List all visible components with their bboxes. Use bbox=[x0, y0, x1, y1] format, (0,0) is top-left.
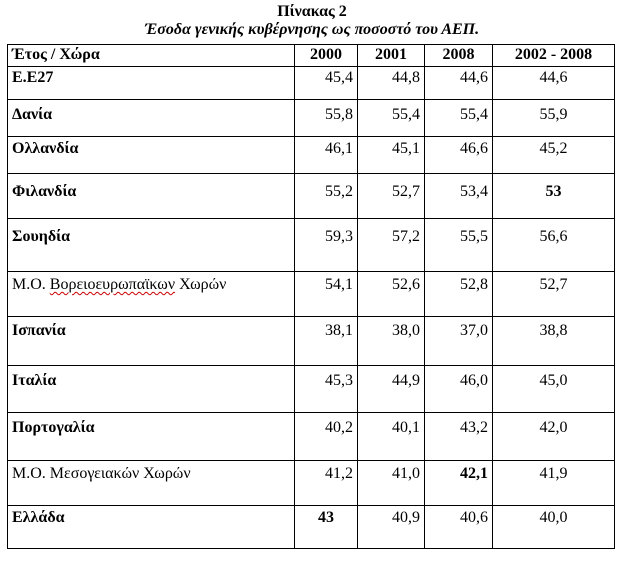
cell-2008: 43,2 bbox=[425, 413, 493, 461]
header-2002-2008: 2002 - 2008 bbox=[493, 45, 615, 67]
table-row bbox=[8, 219, 615, 272]
header-2008: 2008 bbox=[425, 45, 493, 67]
cell-2001: 41,0 bbox=[358, 461, 425, 506]
cell-2008: 42,1 bbox=[425, 461, 493, 506]
row-label-prefix: Μ.Ο. bbox=[12, 276, 46, 293]
table-row bbox=[8, 100, 615, 137]
table-row bbox=[8, 506, 615, 549]
cell-2000: 55,2 bbox=[295, 174, 358, 219]
header-year-country: Έτος / Χώρα bbox=[8, 45, 295, 67]
cell-2008: 55,5 bbox=[425, 219, 493, 272]
row-label-suffix: Χωρών bbox=[179, 276, 227, 293]
row-label: Ολλανδία bbox=[8, 137, 295, 174]
row-label: Ιταλία bbox=[8, 366, 295, 413]
cell-2001: 55,4 bbox=[358, 100, 425, 137]
row-label: Ελλάδα bbox=[8, 506, 295, 549]
cell-2001: 45,1 bbox=[358, 137, 425, 174]
cell-2001: 44,9 bbox=[358, 366, 425, 413]
cell-2000: 45,4 bbox=[295, 67, 358, 100]
cell-2001: 52,7 bbox=[358, 174, 425, 219]
cell-2000: 59,3 bbox=[295, 219, 358, 272]
cell-2000: 55,8 bbox=[295, 100, 358, 137]
table-row bbox=[8, 137, 615, 174]
table-row bbox=[8, 413, 615, 461]
cell-2008: 37,0 bbox=[425, 317, 493, 366]
table-subtitle: Έσοδα γενικής κυβέρνησης ως ποσοστό του ΑΕΠ. bbox=[144, 21, 480, 38]
row-label: Πορτογαλία bbox=[8, 413, 295, 461]
cell-2002-2008: 42,0 bbox=[493, 413, 615, 461]
row-label-spellcheck-word: Βορειοευρωπαϊκων bbox=[49, 276, 176, 293]
table-row bbox=[8, 272, 615, 317]
cell-2008: 52,8 bbox=[425, 272, 493, 317]
cell-2002-2008: 41,9 bbox=[493, 461, 615, 506]
cell-2002-2008: 44,6 bbox=[493, 67, 615, 100]
header-2000: 2000 bbox=[295, 45, 358, 67]
table-title: Πίνακας 2 bbox=[277, 3, 347, 20]
cell-2008: 40,6 bbox=[425, 506, 493, 549]
cell-2008: 44,6 bbox=[425, 67, 493, 100]
cell-2002-2008: 55,9 bbox=[493, 100, 615, 137]
row-label: Φιλανδία bbox=[8, 174, 295, 219]
cell-2000: 45,3 bbox=[295, 366, 358, 413]
table-row bbox=[8, 461, 615, 506]
cell-2000: 38,1 bbox=[295, 317, 358, 366]
revenue-table bbox=[7, 44, 615, 549]
table-row bbox=[8, 174, 615, 219]
cell-2001: 44,8 bbox=[358, 67, 425, 100]
cell-2002-2008: 53 bbox=[493, 174, 615, 219]
header-2001: 2001 bbox=[358, 45, 425, 67]
cell-2000: 40,2 bbox=[295, 413, 358, 461]
cell-2002-2008: 56,6 bbox=[493, 219, 615, 272]
row-label: Μ.Ο. Μεσογειακών Χωρών bbox=[8, 461, 295, 506]
cell-2000: 54,1 bbox=[295, 272, 358, 317]
row-label: Δανία bbox=[8, 100, 295, 137]
cell-2000: 46,1 bbox=[295, 137, 358, 174]
cell-2002-2008: 52,7 bbox=[493, 272, 615, 317]
cell-2001: 38,0 bbox=[358, 317, 425, 366]
table-header-row bbox=[8, 45, 615, 67]
row-label: Σουηδία bbox=[8, 219, 295, 272]
cell-2002-2008: 38,8 bbox=[493, 317, 615, 366]
row-label: Ε.Ε27 bbox=[8, 67, 295, 100]
cell-2001: 40,9 bbox=[358, 506, 425, 549]
table-row bbox=[8, 317, 615, 366]
row-label bbox=[8, 272, 295, 317]
cell-2001: 57,2 bbox=[358, 219, 425, 272]
cell-2002-2008: 40,0 bbox=[493, 506, 615, 549]
cell-2008: 46,6 bbox=[425, 137, 493, 174]
table-row bbox=[8, 366, 615, 413]
cell-2008: 46,0 bbox=[425, 366, 493, 413]
cell-2008: 53,4 bbox=[425, 174, 493, 219]
cell-2001: 52,6 bbox=[358, 272, 425, 317]
cell-2000: 41,2 bbox=[295, 461, 358, 506]
cell-2002-2008: 45,0 bbox=[493, 366, 615, 413]
table-row bbox=[8, 67, 615, 100]
row-label: Ισπανία bbox=[8, 317, 295, 366]
cell-2008: 55,4 bbox=[425, 100, 493, 137]
cell-2002-2008: 45,2 bbox=[493, 137, 615, 174]
cell-2000: 43 bbox=[295, 506, 358, 549]
cell-2001: 40,1 bbox=[358, 413, 425, 461]
